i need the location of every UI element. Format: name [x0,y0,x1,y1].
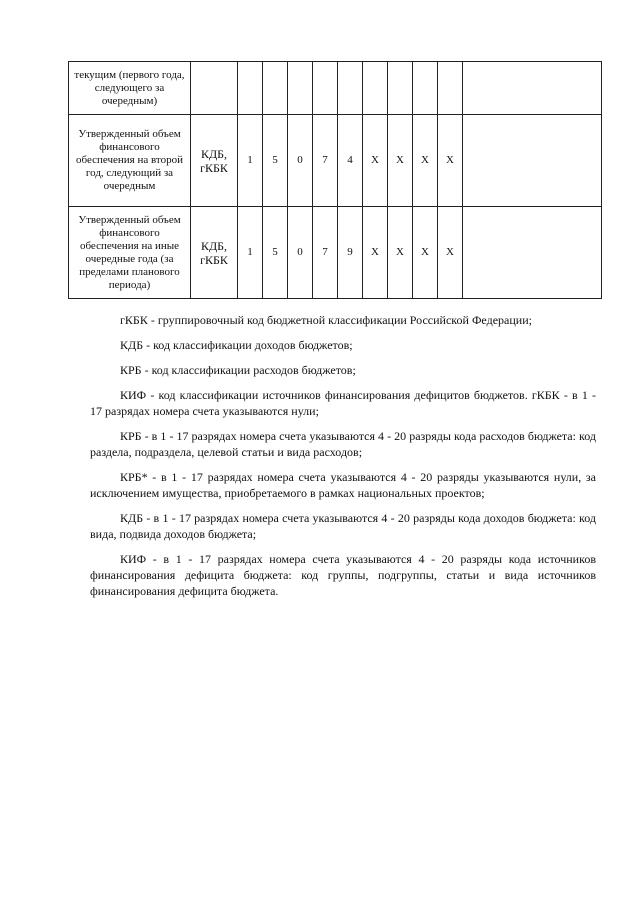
row-code-type [191,62,238,115]
digit-cell [313,62,338,115]
table-row [69,115,602,207]
note-paragraph: КРБ - в 1 - 17 разрядах номера счета указываются 4 - 20 разряды кода расходов бюджета: код раздела, подраздела, целевой статьи и вида расходов; [90,429,596,459]
digit-cell [413,62,438,115]
note-paragraph: КДБ - в 1 - 17 разрядах номера счета указываются 4 - 20 разряды кода доходов бюджета: код вида, подвида доходов бюджета; [90,511,596,541]
empty-cell [463,115,602,207]
row-code-type: КДБ, гКБК [191,115,238,207]
digit-cell [363,62,388,115]
note-paragraph: КРБ - код классификации расходов бюджетов; [120,363,356,377]
empty-cell [463,207,602,299]
digit-cell [438,62,463,115]
digit-cell: X [388,207,413,299]
digit-cell [288,62,313,115]
digit-cell: X [388,115,413,207]
digit-cell: 1 [238,207,263,299]
note-paragraph: КРБ* - в 1 - 17 разрядах номера счета указываются 4 - 20 разряды указываются нули, за исключением имущества, приобретаемого в рамках национальных проектов; [90,470,596,500]
empty-cell [463,62,602,115]
account-table [68,61,602,299]
digit-cell: 5 [263,207,288,299]
digit-cell [388,62,413,115]
digit-cell: 0 [288,115,313,207]
digit-cell: X [438,207,463,299]
digit-cell: 7 [313,115,338,207]
digit-cell: 1 [238,115,263,207]
note-paragraph: КИФ - код классификации источников финансирования дефицитов бюджетов. гКБК - в 1 - 17 разрядах номера счета указываются нули; [90,388,596,418]
digit-cell: 4 [338,115,363,207]
digit-cell: 7 [313,207,338,299]
row-description: текущим (первого года, следующего за очередным) [69,62,191,115]
digit-cell: 9 [338,207,363,299]
row-code-type: КДБ, гКБК [191,207,238,299]
notes-section [90,312,596,608]
digit-cell: X [363,115,388,207]
table-row [69,62,602,115]
digit-cell: 5 [263,115,288,207]
digit-cell: X [363,207,388,299]
digit-cell: X [413,207,438,299]
note-paragraph: гКБК - группировочный код бюджетной классификации Российской Федерации; [120,313,532,327]
row-description: Утвержденный объем финансового обеспечения на второй год, следующий за очередным [69,115,191,207]
digit-cell [238,62,263,115]
row-description: Утвержденный объем финансового обеспечения на иные очередные года (за пределами планового периода) [69,207,191,299]
digit-cell: 0 [288,207,313,299]
digit-cell [263,62,288,115]
digit-cell: X [438,115,463,207]
table-row [69,207,602,299]
note-paragraph: КДБ - код классификации доходов бюджетов; [120,338,353,352]
digit-cell [338,62,363,115]
note-paragraph: КИФ - в 1 - 17 разрядах номера счета указываются 4 - 20 разряды кода источников финансирования дефицита бюджета: код группы, подгруппы, статьи и вида источников финансирования дефицита бюджета. [90,552,596,598]
digit-cell: X [413,115,438,207]
